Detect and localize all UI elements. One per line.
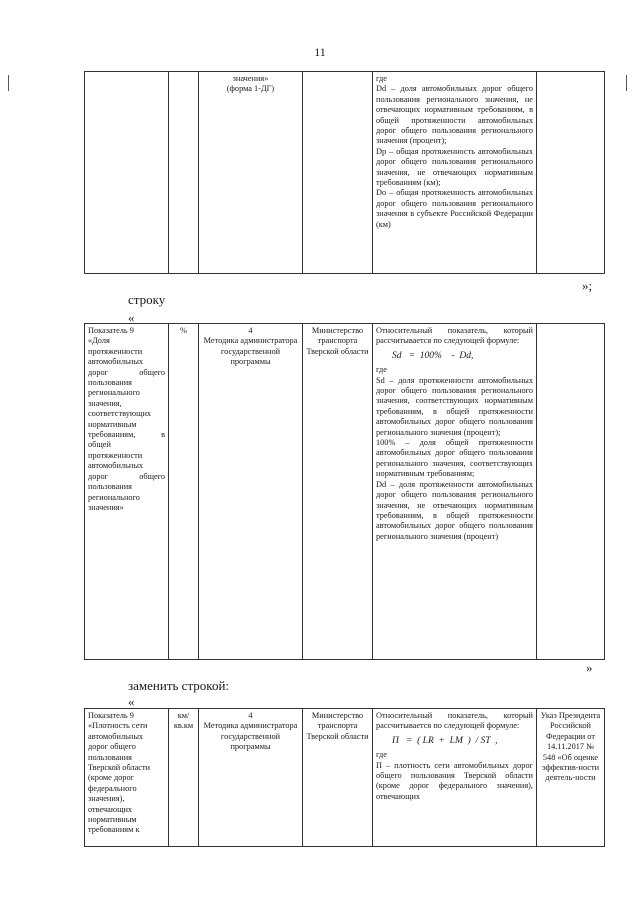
formula: П = ( LR + LM ) / ST , (392, 735, 498, 746)
formula: Sd = 100% - Dd, (392, 350, 474, 361)
cell-responsible (303, 72, 373, 274)
cell-unit (169, 72, 199, 274)
cell-source (537, 72, 605, 274)
closing-quote: » (586, 660, 593, 675)
open-quote: « (128, 310, 135, 325)
table-old-row (84, 323, 605, 660)
cell-source (537, 324, 605, 660)
page-number: 11 (314, 45, 326, 59)
cell-formula-description (373, 324, 537, 660)
cell-method: 4 Методика администратора государственной программы (199, 324, 303, 660)
margin-mark-left (8, 75, 9, 91)
cell-unit: % (169, 324, 199, 660)
margin-mark-right (626, 75, 627, 91)
table-row (85, 324, 605, 660)
cell-indicator: Показатель 9 «Доля протяженности автомобильных дорог общего пользования регионального значения, соответствующих нормативным требованиям, в общей протяженности автомобильных дорог общего пользования регионального значения» (85, 324, 169, 660)
table-row (85, 709, 605, 847)
cell-indicator (85, 72, 169, 274)
cell-responsible: Министерство транспорта Тверской области (303, 709, 373, 847)
cell-formula-description: где Dd – доля автомобильных дорог общего пользования регионального значения, не отвечающих нормативным требованиям, в общей протяженности автомобильных дорог общего пользования регионального значения (процент); Dp – общая протяженность автомобильных дорог общего пользования регионального значения, не отвечающих нормативным требованиям (км); Do – общая протяженность автомобильных дорог общего пользования регионального значения в субъекте Российской Федерации (км) (373, 72, 537, 274)
table-new-row (84, 708, 605, 847)
table-row (85, 72, 605, 274)
formula-legend: где П – плотность сети автомобильных дорог общего пользования Тверской области (кроме дорог федерального значения), отвечающих (376, 750, 533, 801)
formula-legend: где Sd – доля протяженности автомобильных дорог общего пользования регионального значения, соответствующих нормативным требованиям, в общей протяженности автомобильных дорог общего пользования регионального значения (процент); 100% – доля общей протяженности автомобильных дорог общего пользования регионального значения, соответствующих нормативным требованиям; Dd – доля протяженности автомобильных дорог общего пользования регионального значения, не отвечающих нормативным требованиям, в общей протяженности автомобильных дорог общего пользования регионального значения (процент) (376, 365, 533, 541)
formula-intro: Относительный показатель, который рассчитывается по следующей формуле: (376, 711, 533, 731)
cell-responsible: Министерство транспорта Тверской области (303, 324, 373, 660)
cell-source: Указ Президента Российской Федерации от 14.11.2017 № 548 «Об оценке эффектив-ности деятель-ности (537, 709, 605, 847)
label-zamenit: заменить строкой: (128, 678, 230, 693)
cell-unit: км/ кв.км (169, 709, 199, 847)
closing-quote-semicolon: »; (582, 278, 593, 293)
cell-method: 4 Методика администратора государственной программы (199, 709, 303, 847)
formula-intro: Относительный показатель, который рассчитывается по следующей формуле: (376, 326, 533, 346)
cell-formula-description (373, 709, 537, 847)
cell-method: значения» (форма 1-ДГ) (199, 72, 303, 274)
label-stroku: строку (128, 292, 166, 307)
open-quote: « (128, 694, 135, 709)
table-continued (84, 71, 605, 274)
cell-indicator: Показатель 9 «Плотность сети автомобильных дорог общего пользования Тверской области (кроме дорог федерального значения), отвечающих нормативным требованиям к (85, 709, 169, 847)
